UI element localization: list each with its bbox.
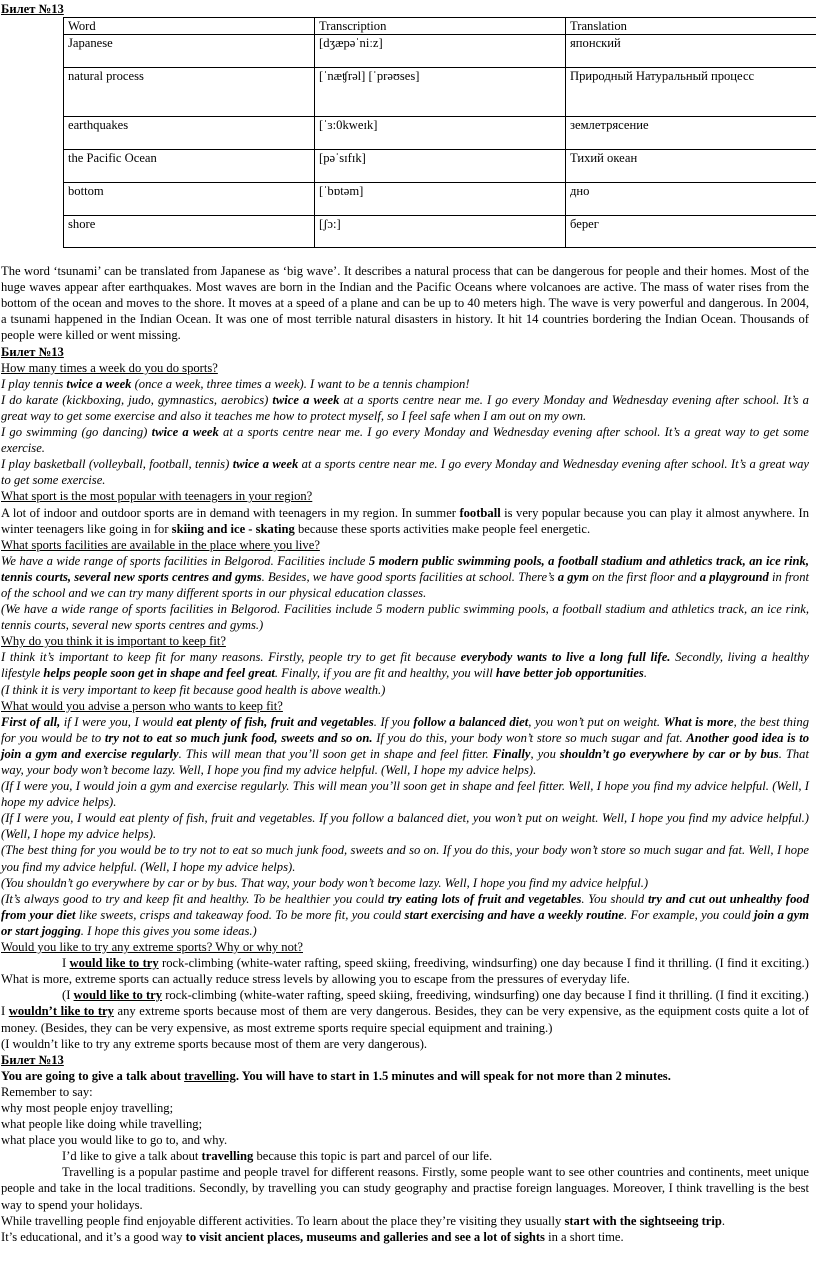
vocabulary-table <box>63 17 816 248</box>
table-row <box>64 35 816 68</box>
word-cell: the Pacific Ocean <box>64 150 315 183</box>
answer-5-alt-3: (The best thing for you would be to try not to eat so much junk food, sweets and so on. If you do this, your body won’t store so much sugar and fat. Well, I hope you find my advice helpful. (Well, I hope my advice helps). <box>1 842 809 874</box>
header-word: Word <box>64 18 315 35</box>
task-statement: You are going to give a talk about travelling. You will have to start in 1.5 minutes and will speak for not more than 2 minutes. <box>1 1068 809 1084</box>
answer-1-line-4: I play basketball (volleyball, football, tennis) twice a week at a sports centre near me. I go every Monday and Wednesday evening after school. It’s a great way to get some exercise. <box>1 456 809 488</box>
question-3: What sports facilities are available in the place where you live? <box>1 537 809 553</box>
spacer <box>1 248 809 263</box>
answer-5-main: First of all, if I were you, I would eat plenty of fish, fruit and vegetables. If you follow a balanced diet, you won’t put on weight. What is more, the best thing for you would be to try not to eat so much junk food, sweets and so on. If you do this, your body won’t store so much sugar and fat. Another good idea is to join a gym and exercise regularly. This will mean that you’ll soon get in shape and feel fitter. Finally, you shouldn’t go everywhere by car or by bus. That way, your body won’t become lazy. Well, I hope you find my advice helpful. (Well, I hope my advice helps). <box>1 714 809 778</box>
word-cell: natural process <box>64 68 315 117</box>
answer-1-line-3: I go swimming (go dancing) twice a week at a sports centre near me. I go every Monday and Wednesday evening after school. It’s a great way to get some exercise. <box>1 424 809 456</box>
header-transcription: Transcription <box>315 18 566 35</box>
translation-cell: берег <box>566 216 816 248</box>
word-cell: bottom <box>64 183 315 216</box>
answer-1-line-1: I play tennis twice a week (once a week, three times a week). I want to be a tennis champion! <box>1 376 809 392</box>
transcription-cell: [ˈbɒtəm] <box>315 183 566 216</box>
answer-6-line-1: I would like to try rock-climbing (white-water rafting, speed skiing, freediving, windsurfing) one day because I find it thrilling. (I find it exciting.) What is more, extreme sports can actually reduce stress levels by allowing you to escape from the pressures of everyday life. <box>1 955 809 987</box>
answer-6-line-2: (I would like to try rock-climbing (white-water rafting, speed skiing, freediving, windsurfing) one day because I find it thrilling. (I find it exciting.) <box>1 987 809 1003</box>
question-4: Why do you think it is important to keep fit? <box>1 633 809 649</box>
answer-5-alt-2: (If I were you, I would eat plenty of fish, fruit and vegetables. If you follow a balanced diet, you won’t put on weight. Well, I hope you find my advice helpful.) (Well, I hope my advice helps). <box>1 810 809 842</box>
table-row <box>64 150 816 183</box>
word-cell: earthquakes <box>64 117 315 150</box>
transcription-cell: [dʒæpəˈniːz] <box>315 35 566 68</box>
table-row <box>64 183 816 216</box>
task-remember: Remember to say: <box>1 1084 809 1100</box>
ticket-title-3: Билет №13 <box>1 1052 809 1068</box>
answer-3-alt: (We have a wide range of sports facilities in Belgorod. Facilities include 5 modern public swimming pools, a football stadium and athletics track, an ice rink, tennis courts, several new sports centres and gyms.) <box>1 601 809 633</box>
ticket-title: Билет №13 <box>1 1 809 17</box>
answer-3: We have a wide range of sports facilities in Belgorod. Facilities include 5 modern public swimming pools, a football stadium and athletics track, an ice rink, tennis courts, several new sports centres and gyms. Besides, we have good sports facilities at school. There’s a gym on the first floor and a playground in front of the school and we can try many different sports in our physical education classes. <box>1 553 809 601</box>
answer-5-alt-1: (If I were you, I would join a gym and exercise regularly. This will mean you’ll soon get in shape and feel fitter. Well, I hope you find my advice helpful. (Well, I hope my advice helps). <box>1 778 809 810</box>
translation-cell: землетрясение <box>566 117 816 150</box>
task-item: why most people enjoy travelling; <box>1 1100 809 1116</box>
transcription-cell: [ʃɔ:] <box>315 216 566 248</box>
answer-6-line-4: (I wouldn’t like to try any extreme sports because most of them are very dangerous). <box>1 1036 809 1052</box>
transcription-cell: [pəˈsɪfɪk] <box>315 150 566 183</box>
translation-cell: японский <box>566 35 816 68</box>
translation-cell: Природный Натуральный процесс <box>566 68 816 117</box>
answer-6-line-3: I wouldn’t like to try any extreme sports because most of them are very dangerous. Besides, they can be very expensive, as the equipment costs quite a lot of money. (Besides, they can be very expensive, as most extreme sports require special equipment and training.) <box>1 1003 809 1035</box>
tsunami-paragraph: The word ‘tsunami’ can be translated from Japanese as ‘big wave’. It describes a natural process that can be dangerous for people and their homes. Most of the huge waves appear after earthquakes. Most waves are born in the Indian and the Pacific Oceans where volcanoes are active. The mass of water rises from the bottom of the ocean and moves to the shore. It moves at a speed of a plane and can be up to 40 meters high. The wave is very powerful and dangerous. In 2004, a tsunami happened in the Indian Ocean. It was one of most terrible natural disasters in history. It hit 14 countries bordering the Indian Ocean. Thousands of people were killed or went missing. <box>1 263 809 343</box>
question-1: How many times a week do you do sports? <box>1 360 809 376</box>
talk-intro: I’d like to give a talk about travelling because this topic is part and parcel of our life. <box>1 1148 809 1164</box>
table-row <box>64 117 816 150</box>
word-cell: shore <box>64 216 315 248</box>
task-item: what people like doing while travelling; <box>1 1116 809 1132</box>
answer-4-alt: (I think it is very important to keep fit because good health is above wealth.) <box>1 682 809 698</box>
question-6: Would you like to try any extreme sports? Why or why not? <box>1 939 809 955</box>
translation-cell: дно <box>566 183 816 216</box>
task-item: what place you would like to go to, and why. <box>1 1132 809 1148</box>
header-translation: Translation <box>566 18 816 35</box>
answer-5-alt-4: (You shouldn’t go everywhere by car or by bus. That way, your body won’t become lazy. Well, I hope you find my advice helpful.) <box>1 875 809 891</box>
talk-paragraph-3: While travelling people find enjoyable different activities. To learn about the place they’re visiting they usually start with the sightseeing trip. <box>1 1213 809 1229</box>
translation-cell: Тихий океан <box>566 150 816 183</box>
transcription-cell: [ˈɜ:0kweɪk] <box>315 117 566 150</box>
question-2: What sport is the most popular with teenagers in your region? <box>1 488 809 504</box>
answer-1-line-2: I do karate (kickboxing, judo, gymnastics, aerobics) twice a week at a sports centre near me. I go every Monday and Wednesday evening after school. It’s a great way to get some exercise and also it teaches me how to protect myself, so I feel safe when I am out on my own. <box>1 392 809 424</box>
ticket-title-2: Билет №13 <box>1 344 809 360</box>
transcription-cell: [ˈnæʧrəl] [ˈprəʊses] <box>315 68 566 117</box>
talk-paragraph-4: It’s educational, and it’s a good way to visit ancient places, museums and galleries and see a lot of sights in a short time. <box>1 1229 809 1245</box>
answer-2: A lot of indoor and outdoor sports are in demand with teenagers in my region. In summer football is very popular because you can play it almost anywhere. In winter teenagers like going in for skiing and ice - skating because these sports activities make people feel energetic. <box>1 505 809 537</box>
answer-5-alt-5: (It’s always good to try and keep fit and healthy. To be healthier you could try eating lots of fruit and vegetables. You should try and cut out unhealthy food from your diet like sweets, crisps and takeaway food. To be more fit, you could start exercising and have a weekly routine. For example, you could join a gym or start jogging. I hope this gives you some ideas.) <box>1 891 809 939</box>
table-row <box>64 68 816 117</box>
talk-paragraph-2: Travelling is a popular pastime and people travel for different reasons. Firstly, some people want to see other countries and continents, meet unique people and take in the local traditions. Secondly, by travelling you can study geography and practise foreign languages. Moreover, I think travelling is the best way to spend your holidays. <box>1 1164 809 1212</box>
table-row <box>64 216 816 248</box>
table-header-row <box>64 18 816 35</box>
answer-4: I think it’s important to keep fit for many reasons. Firstly, people try to get fit because everybody wants to live a long full life. Secondly, living a healthy lifestyle helps people soon get in shape and feel great. Finally, if you are fit and healthy, you will have better job opportunities. <box>1 649 809 681</box>
question-5: What would you advise a person who wants to keep fit? <box>1 698 809 714</box>
word-cell: Japanese <box>64 35 315 68</box>
document-page <box>1 1 809 1245</box>
